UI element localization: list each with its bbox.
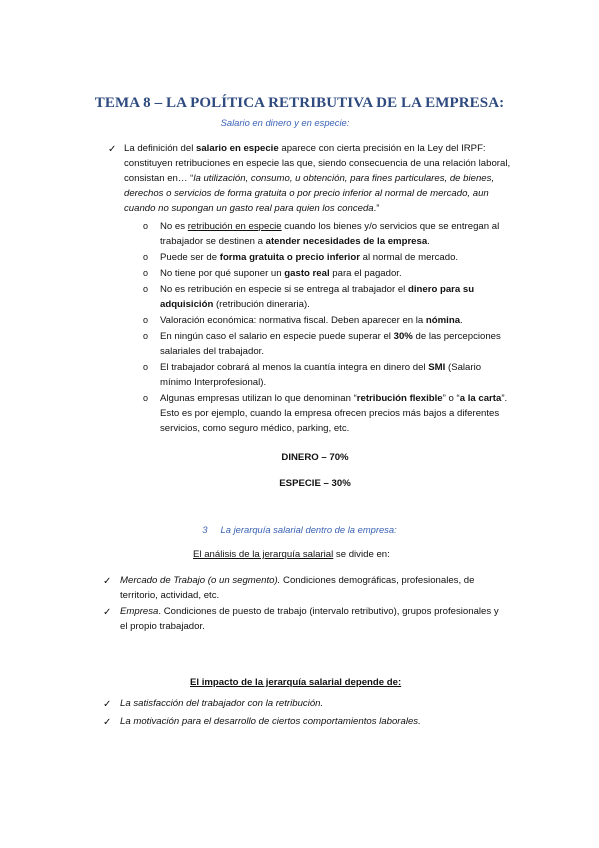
- list-item: No es retribución en especie si se entrega al trabajador el dinero para su adquisición (retribución dineraria).: [160, 284, 475, 310]
- circle-bullet-icon: o: [143, 268, 149, 278]
- circle-bullet-icon: o: [143, 315, 149, 325]
- checkmark-icon: ✓: [108, 144, 117, 155]
- checkmark-icon: ✓: [103, 576, 112, 587]
- list-item: No tiene por qué suponer un gasto real para el pagador.: [160, 268, 402, 279]
- circle-bullet-icon: o: [143, 221, 149, 231]
- checkmark-icon: ✓: [103, 607, 112, 618]
- checkmark-icon: ✓: [103, 717, 112, 728]
- circle-bullet-icon: o: [143, 284, 149, 294]
- page-subtitle: Salario en dinero y en especie:: [220, 117, 350, 128]
- intro-paragraph: La definición del salario en especie aparece con cierta precisión en la Ley del IRPF: constituyen retribuciones en especie las que, siendo consecuencia de una relación laboral, consistan en… “la utilización, consumo, u obtención, para fines particulares, de bienes, derechos o servicios de forma gratuita o por precio inferior al normal de mercado, aun cuando no supongan un gasto real para quien los conceda.”: [124, 143, 511, 214]
- checkmark-icon: ✓: [103, 699, 112, 710]
- section-heading: 3 La jerarquía salarial dentro de la empresa:: [202, 524, 397, 535]
- analysis-heading: El análisis de la jerarquía salarial se divide en:: [193, 549, 390, 560]
- list-item: No es retribución en especie cuando los bienes y/o servicios que se entregan al trabajador se destinen a atender necesidades de la empresa.: [160, 221, 500, 247]
- list-item: Empresa. Condiciones de puesto de trabajo (intervalo retributivo), grupos profesionales y el propio trabajador.: [120, 606, 499, 632]
- list-item: Valoración económica: normativa fiscal. Deben aparecer en la nómina.: [160, 315, 463, 326]
- list-item: Puede ser de forma gratuita o precio inferior al normal de mercado.: [160, 252, 459, 263]
- circle-bullet-icon: o: [143, 331, 149, 341]
- page-title: TEMA 8 – LA POLÍTICA RETRIBUTIVA DE LA EMPRESA:: [94, 95, 505, 111]
- circle-bullet-icon: o: [143, 362, 149, 372]
- list-item: El trabajador cobrará al menos la cuantía integra en dinero del SMI (Salario mínimo Interprofesional).: [160, 362, 482, 388]
- especie-split: ESPECIE – 30%: [279, 478, 351, 489]
- impact-heading: El impacto de la jerarquía salarial depende de:: [190, 677, 402, 688]
- list-item: La satisfacción del trabajador con la retribución.: [120, 698, 324, 709]
- circle-bullet-icon: o: [143, 252, 149, 262]
- list-item: Mercado de Trabajo (o un segmento). Condiciones demográficas, profesionales, de territorio, actividad, etc.: [120, 575, 475, 601]
- list-item: En ningún caso el salario en especie puede superar el 30% de las percepciones salariales del trabajador.: [160, 331, 501, 357]
- list-item: La motivación para el desarrollo de ciertos comportamientos laborales.: [120, 716, 421, 727]
- circle-bullet-icon: o: [143, 393, 149, 403]
- dinero-split: DINERO – 70%: [281, 452, 349, 463]
- list-item: Algunas empresas utilizan lo que denominan “retribución flexible” o “a la carta”. Esto es por ejemplo, cuando la empresa ofrecen precios más bajos a diferentes servicios, como seguro médico, parking, etc.: [160, 393, 508, 434]
